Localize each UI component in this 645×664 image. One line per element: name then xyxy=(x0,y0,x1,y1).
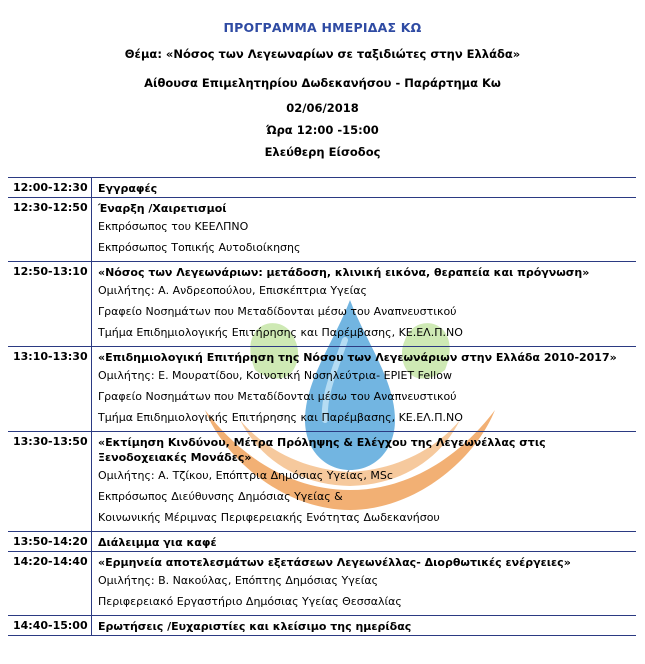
schedule-time: 12:50-13:10 xyxy=(8,262,92,346)
schedule-topic: Ερωτήσεις /Ευχαριστίες και κλείσιμο της ημερίδας xyxy=(98,620,412,633)
schedule-detail-line: Τμήμα Επιδημιολογικής Επιτήρησης και Παρέμβασης, ΚΕ.ΕΛ.Π.ΝΟ xyxy=(98,326,463,339)
schedule-body xyxy=(92,198,636,261)
schedule-row xyxy=(8,347,636,432)
schedule-detail-line: Τμήμα Επιδημιολογικής Επιτήρησης και Παρέμβασης, ΚΕ.ΕΛ.Π.ΝΟ xyxy=(98,411,463,424)
program-entry: Ελεύθερη Είσοδος xyxy=(264,145,381,159)
schedule-body xyxy=(92,262,636,346)
schedule-time: 12:00-12:30 xyxy=(8,178,92,197)
schedule-topic: Έναρξη /Χαιρετισμοί xyxy=(98,202,227,215)
schedule-topic: Εγγραφές xyxy=(98,182,158,195)
program-theme: Θέμα: «Νόσος των Λεγεωναρίων σε ταξιδιώτες στην Ελλάδα» xyxy=(124,47,521,61)
schedule-detail-line: Ομιλήτης: Α. Ανδρεοπούλου, Επισκέπτρια Υγείας xyxy=(98,284,368,297)
schedule-body xyxy=(92,432,636,531)
schedule-time: 14:40-15:00 xyxy=(8,616,92,635)
schedule-row xyxy=(8,616,636,636)
schedule-row xyxy=(8,262,636,347)
schedule-row xyxy=(8,532,636,552)
schedule-topic: «Επιδημιολογική Επιτήρηση της Νόσου των Λεγεωνάριων στην Ελλάδα 2010-2017» xyxy=(98,351,617,364)
schedule-time: 14:20-14:40 xyxy=(8,552,92,615)
schedule-row xyxy=(8,432,636,532)
schedule-topic: «Νόσος των Λεγεωνάριων: μετάδοση, κλινική εικόνα, θεραπεία και πρόγνωση» xyxy=(98,266,590,279)
schedule-body xyxy=(92,178,636,197)
schedule-time: 12:30-12:50 xyxy=(8,198,92,261)
program-venue: Αίθουσα Επιμελητηρίου Δωδεκανήσου - Παράρτημα Κω xyxy=(144,76,501,90)
schedule-row xyxy=(8,552,636,616)
schedule-topic: «Εκτίμηση Κινδύνου, Μέτρα Πρόληψης & Ελέγχου της Λεγεωνέλλας στις Ξενοδοχειακές Μονάδες» xyxy=(98,436,546,464)
schedule-topic: «Ερμηνεία αποτελεσμάτων εξετάσεων Λεγεωνέλλας- Διορθωτικές ενέργειες» xyxy=(98,556,571,569)
schedule-table xyxy=(8,177,636,636)
schedule-detail-line: Ομιλήτης: Β. Νακούλας, Επόπτης Δημόσιας Υγείας xyxy=(98,574,379,587)
schedule-detail-line: Εκπρόσωπος του ΚΕΕΛΠΝΟ xyxy=(98,220,249,233)
schedule-detail-line: Γραφείο Νοσημάτων που Μεταδίδονται μέσω του Αναπνευστικού xyxy=(98,390,457,403)
program-date: 02/06/2018 xyxy=(286,101,359,115)
schedule-body xyxy=(92,616,636,635)
schedule-row xyxy=(8,178,636,198)
schedule-detail-line: Ομιλήτης: Α. Τζίκου, Επόπτρια Δημόσιας Υγείας, MSc xyxy=(98,469,393,482)
schedule-detail-line: Περιφερειακό Εργαστήριο Δημόσιας Υγείας Θεσσαλίας xyxy=(98,595,402,608)
schedule-row xyxy=(8,198,636,262)
schedule-body xyxy=(92,347,636,431)
schedule-time: 13:50-14:20 xyxy=(8,532,92,551)
program-time: Ώρα 12:00 -15:00 xyxy=(266,123,379,137)
schedule-detail-line: Εκπρόσωπος Τοπικής Αυτοδιοίκησης xyxy=(98,241,301,254)
schedule-time: 13:10-13:30 xyxy=(8,347,92,431)
schedule-time: 13:30-13:50 xyxy=(8,432,92,531)
schedule-topic: Διάλειμμα για καφέ xyxy=(98,536,217,549)
schedule-body xyxy=(92,532,636,551)
schedule-detail-line: Ομιλήτης: Ε. Μουρατίδου, Κοινοτική Νοσηλεύτρια- EPIET Fellow xyxy=(98,369,452,382)
schedule-detail-line: Κοινωνικής Μέριμνας Περιφερειακής Ενότητας Δωδεκανήσου xyxy=(98,511,440,524)
schedule-body xyxy=(92,552,636,615)
schedule-detail-line: Εκπρόσωπος Διεύθυνσης Δημόσιας Υγείας & xyxy=(98,490,343,503)
schedule-detail-line: Γραφείο Νοσημάτων που Μεταδίδονται μέσω του Αναπνευστικού xyxy=(98,305,457,318)
program-title: ΠΡΟΓΡΑΜΜΑ ΗΜΕΡΙΔΑΣ ΚΩ xyxy=(223,20,422,35)
